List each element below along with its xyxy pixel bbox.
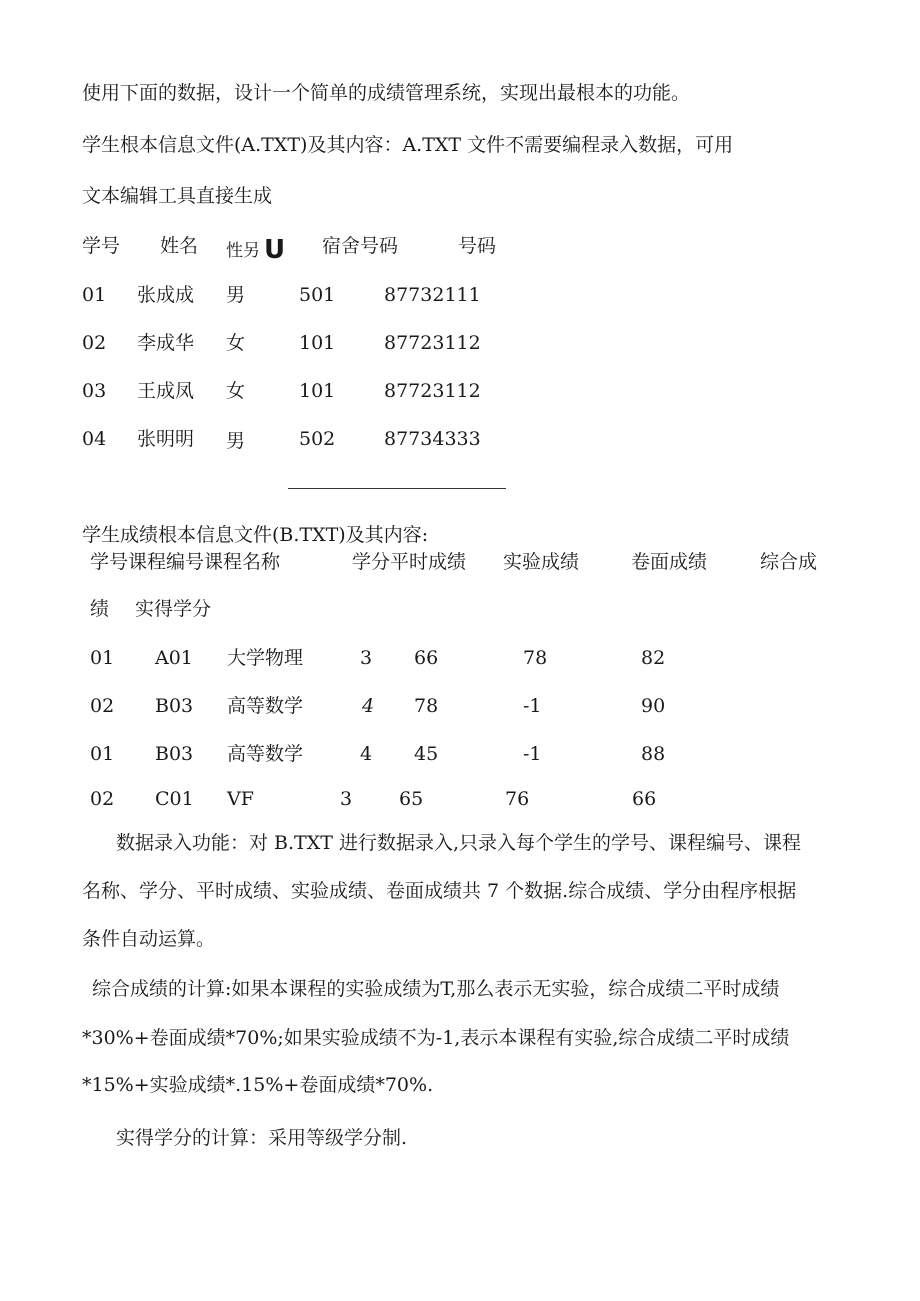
intro-line: 使用下面的数据，设计一个简单的成绩管理系统，实现出最根本的功能。 (82, 82, 691, 104)
b-header-exam: 卷面成绩 (631, 551, 708, 573)
b-cell-course-name: 高等数学 (227, 743, 304, 765)
b-cell-credit: 4 (362, 695, 375, 717)
b-cell-course-name: 大学物理 (227, 647, 304, 669)
a-cell-phone: 87723112 (384, 332, 481, 354)
a-header-gender: 性另 (226, 241, 260, 261)
b-cell-id: 02 (90, 695, 115, 717)
para-overall-line3: *15%+实验成绩*.15%+卷面成绩*70%. (82, 1074, 434, 1096)
b-header-id-course: 学号课程编号课程名称 (90, 551, 281, 573)
a-cell-gender: 女 (226, 332, 246, 354)
b-header-earned-credit: 实得学分 (135, 598, 212, 620)
b-cell-regular: 45 (414, 743, 439, 765)
a-header-phone: 号码 (458, 235, 497, 257)
a-cell-phone: 87734333 (384, 428, 481, 450)
b-cell-regular: 65 (399, 788, 424, 810)
a-file-desc-line2: 文本编辑工具直接生成 (82, 185, 273, 207)
b-cell-course-name: VF (227, 788, 254, 810)
a-cell-name: 张明明 (137, 428, 195, 450)
para-earned-credit: 实得学分的计算：采用等级学分制. (116, 1127, 408, 1149)
a-cell-name: 王成凤 (137, 380, 195, 402)
a-header-name: 姓名 (160, 235, 199, 257)
para-data-entry-line2: 名称、学分、平时成绩、实验成绩、卷面成绩共 7 个数据.综合成绩、学分由程序根据 (82, 880, 797, 902)
a-cell-dorm: 101 (299, 380, 336, 402)
a-cell-phone: 87732111 (384, 284, 481, 306)
a-header-u-mark: U (264, 235, 286, 265)
para-data-entry-line3: 条件自动运算。 (82, 928, 216, 950)
a-cell-name: 张成成 (137, 284, 195, 306)
a-header-dorm: 宿舍号码 (322, 235, 399, 257)
para-overall-line1: 综合成绩的计算:如果本课程的实验成绩为T,那么表示无实验，综合成绩二平时成绩 (92, 978, 780, 1000)
a-cell-id: 03 (82, 380, 107, 402)
b-cell-exam: 90 (641, 695, 666, 717)
a-cell-dorm: 101 (299, 332, 336, 354)
b-header-credit-regular: 学分平时成绩 (352, 551, 467, 573)
b-cell-exam: 82 (641, 647, 666, 669)
para-overall-line2: *30%+卷面成绩*70%;如果实验成绩不为-1,表示本课程有实验,综合成绩二平时成绩 (82, 1027, 790, 1049)
section-divider (288, 488, 506, 489)
para-data-entry-line1: 数据录入功能：对 B.TXT 进行数据录入,只录入每个学生的学号、课程编号、课程 (116, 832, 801, 854)
b-cell-course-code: B03 (155, 695, 194, 717)
b-cell-lab: -1 (523, 743, 542, 765)
b-cell-credit: 3 (340, 788, 353, 810)
b-header-overall: 综合成 (760, 551, 818, 573)
b-cell-lab: -1 (523, 695, 542, 717)
b-header-overall-cont: 绩 (90, 598, 110, 620)
a-header-id: 学号 (82, 235, 121, 257)
b-file-title: 学生成绩根本信息文件(B.TXT)及其内容: (82, 524, 429, 546)
a-cell-id: 01 (82, 284, 107, 306)
b-cell-lab: 78 (523, 647, 548, 669)
a-cell-gender: 女 (226, 380, 246, 402)
b-cell-lab: 76 (505, 788, 530, 810)
a-cell-name: 李成华 (137, 332, 195, 354)
a-file-desc-line1: 学生根本信息文件(A.TXT)及其内容：A.TXT 文件不需要编程录入数据，可用 (82, 134, 734, 156)
b-cell-id: 01 (90, 647, 115, 669)
b-cell-exam: 66 (632, 788, 657, 810)
a-cell-id: 02 (82, 332, 107, 354)
a-cell-id: 04 (82, 428, 107, 450)
b-cell-id: 02 (90, 788, 115, 810)
b-cell-course-code: B03 (155, 743, 194, 765)
b-cell-credit: 3 (360, 647, 373, 669)
a-cell-dorm: 502 (299, 428, 336, 450)
b-cell-course-code: C01 (155, 788, 194, 810)
b-cell-id: 01 (90, 743, 115, 765)
a-cell-dorm: 501 (299, 284, 336, 306)
b-cell-credit: 4 (360, 743, 373, 765)
b-cell-course-name: 高等数学 (227, 695, 304, 717)
a-cell-gender: 男 (226, 284, 246, 306)
a-cell-gender: 男 (226, 430, 246, 452)
b-cell-exam: 88 (641, 743, 666, 765)
b-cell-regular: 66 (414, 647, 439, 669)
b-cell-course-code: A01 (155, 647, 193, 669)
b-cell-regular: 78 (414, 695, 439, 717)
b-header-lab: 实验成绩 (503, 551, 580, 573)
a-cell-phone: 87723112 (384, 380, 481, 402)
